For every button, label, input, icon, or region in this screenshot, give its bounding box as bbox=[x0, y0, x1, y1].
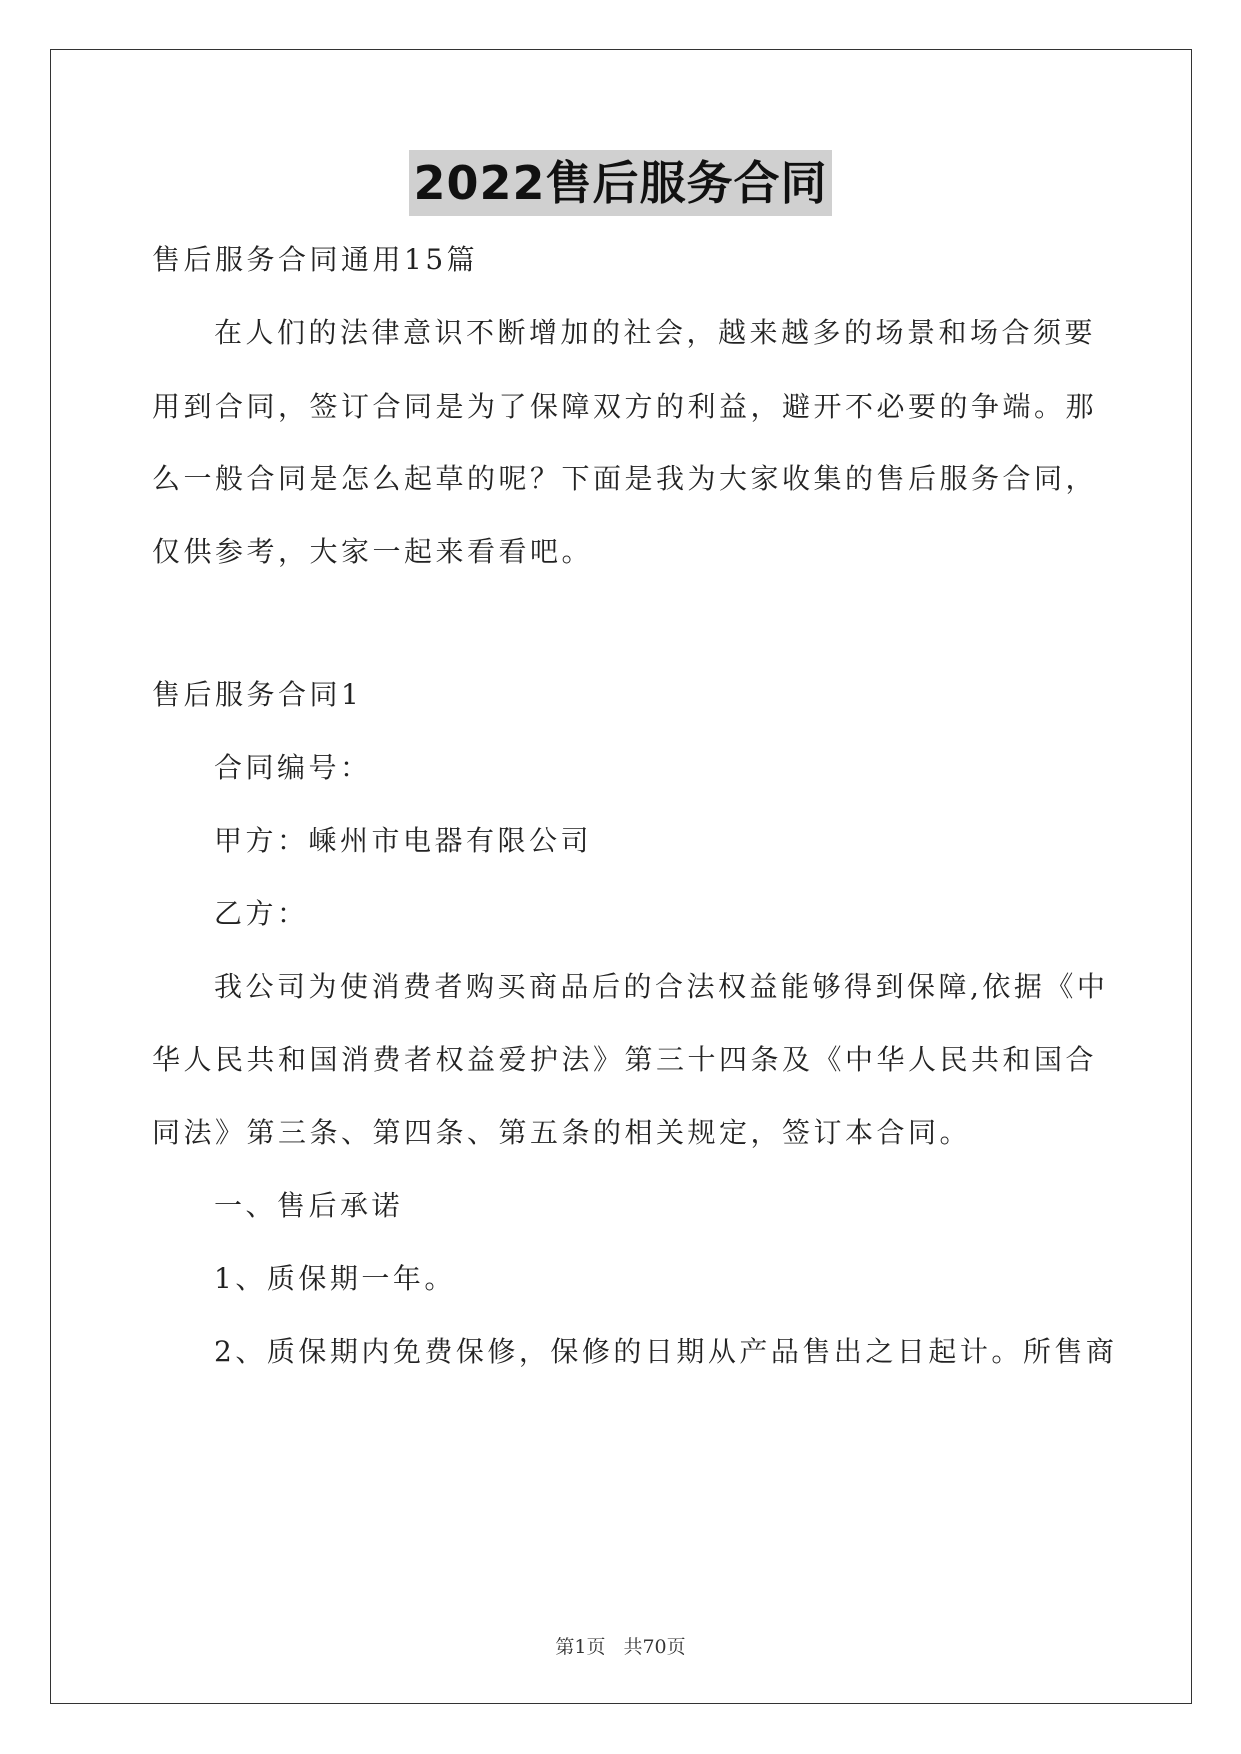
document-subtitle: 售后服务合同通用15篇 bbox=[152, 243, 479, 276]
clause-1: 1、质保期一年。 bbox=[214, 1262, 456, 1295]
title-container bbox=[0, 150, 1241, 216]
body-line-2: 华人民共和国消费者权益爱护法》第三十四条及《中华人民共和国合 bbox=[152, 1043, 1098, 1076]
clause-2: 2、质保期内免费保修，保修的日期从产品售出之日起计。所售商 bbox=[214, 1335, 1118, 1368]
clause-heading: 一、售后承诺 bbox=[214, 1189, 404, 1222]
section-heading: 售后服务合同1 bbox=[152, 678, 363, 711]
intro-line-2: 用到合同，签订合同是为了保障双方的利益，避开不必要的争端。那 bbox=[152, 390, 1098, 423]
intro-line-1: 在人们的法律意识不断增加的社会，越来越多的场景和场合须要 bbox=[214, 316, 1097, 349]
body-line-3: 同法》第三条、第四条、第五条的相关规定，签订本合同。 bbox=[152, 1116, 972, 1149]
intro-line-4: 仅供参考，大家一起来看看吧。 bbox=[152, 535, 594, 568]
page-footer bbox=[0, 1632, 1241, 1659]
contract-number-label: 合同编号： bbox=[214, 751, 372, 784]
document-title: 2022售后服务合同 bbox=[409, 150, 831, 216]
page-number: 第1页 bbox=[555, 1636, 606, 1658]
party-a: 甲方：嵊州市电器有限公司 bbox=[214, 824, 593, 857]
page-total: 共70页 bbox=[623, 1636, 686, 1658]
party-b: 乙方： bbox=[214, 897, 309, 930]
intro-line-3: 么一般合同是怎么起草的呢？下面是我为大家收集的售后服务合同， bbox=[152, 462, 1098, 495]
body-line-1: 我公司为使消费者购买商品后的合法权益能够得到保障,依据《中 bbox=[214, 970, 1109, 1003]
page-border bbox=[50, 49, 1192, 1704]
